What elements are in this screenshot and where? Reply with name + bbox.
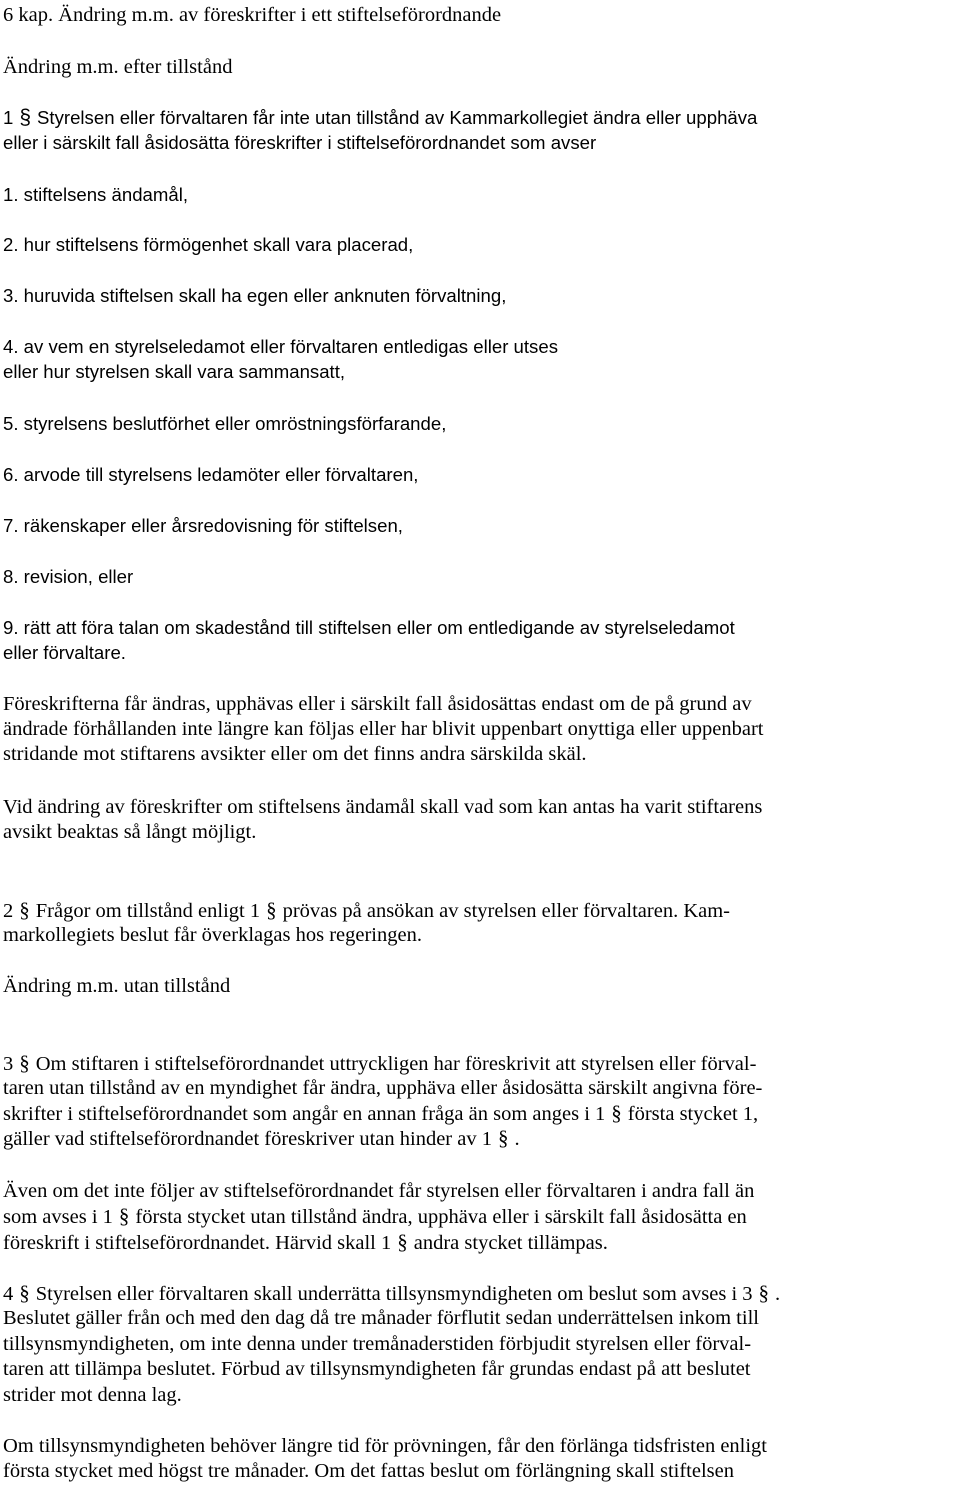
list-item-8: 8. revision, eller: [3, 566, 134, 587]
list-item-3: 3. huruvida stiftelsen skall ha egen eller anknuten förvaltning,: [3, 285, 507, 306]
section-sign-icon: §: [19, 898, 30, 922]
section-3-para-2-line-3: föreskrift i stiftelseförordnandet. Härvid skall 1 § andra stycket tillämpas.: [3, 1230, 608, 1254]
section-4-line-2: Beslutet gäller från och med den dag då tre månader förflutit sedan underrättelsen inkom till: [3, 1307, 759, 1329]
subheading-after-permission: Ändring m.m. efter tillstånd: [3, 56, 233, 78]
section-4-para-2-line-1: Om tillsynsmyndigheten behöver längre tid för prövningen, får den förlänga tidsfristen enligt: [3, 1435, 768, 1457]
section-sign-icon: §: [19, 1281, 30, 1305]
list-item-6: 6. arvode till styrelsens ledamöter eller förvaltaren,: [3, 464, 419, 485]
section-1-para-2-line-2: ändrade förhållanden inte längre kan följas eller har blivit uppenbart onyttiga eller uppenbart: [3, 718, 764, 740]
list-item-9-cont: eller förvaltare.: [3, 642, 126, 663]
section-1-intro-line-1: 1 § Styrelsen eller förvaltaren får inte utan tillstånd av Kammarkollegiet ändra eller upphäva: [3, 106, 758, 129]
section-4-line-5: strider mot denna lag.: [3, 1384, 182, 1406]
section-1-para-2-line-3: stridande mot stiftarens avsikter eller om det finns andra särskilda skäl.: [3, 743, 587, 765]
section-sign-icon: §: [497, 1126, 509, 1150]
list-item-7: 7. räkenskaper eller årsredovisning för stiftelsen,: [3, 515, 403, 536]
section-3-line-4: gäller vad stiftelseförordnandet föreskriver utan hinder av 1 § .: [3, 1126, 520, 1150]
list-item-5: 5. styrelsens beslutförhet eller omröstningsförfarande,: [3, 413, 447, 434]
list-item-4-cont: eller hur styrelsen skall vara sammansatt,: [3, 361, 346, 382]
section-3-para-2-line-1: Även om det inte följer av stiftelseförordnandet får styrelsen eller förvaltaren i andra fall än: [3, 1180, 755, 1202]
section-1-intro-line-2: eller i särskilt fall åsidosätta föreskrifter i stiftelseförordnandet som avser: [3, 132, 597, 153]
list-item-2: 2. hur stiftelsens förmögenhet skall vara placerad,: [3, 234, 414, 255]
section-2-line-1: 2 § Frågor om tillstånd enligt 1 § prövas på ansökan av styrelsen eller förvaltaren. Kam-: [3, 898, 731, 922]
section-sign-icon: §: [266, 898, 277, 922]
section-4-para-2-line-2: första stycket med högst tre månader. Om det fattas beslut om förlängning skall stiftelsen: [3, 1460, 734, 1482]
section-sign-icon: §: [118, 1204, 130, 1228]
section-3-line-1: 3 § Om stiftaren i stiftelseförordnandet uttryckligen har föreskrivit att styrelsen eller förval-: [3, 1051, 757, 1075]
section-sign-icon: §: [611, 1101, 622, 1125]
subheading-without-permission: Ändring m.m. utan tillstånd: [3, 975, 231, 997]
section-number: 2: [3, 900, 14, 922]
section-3-line-2: taren utan tillstånd av en myndighet får ändra, upphäva eller åsidosätta särskilt angivna före-: [3, 1077, 763, 1099]
section-4-line-3: tillsynsmyndigheten, om inte denna under tremånaderstiden förbjudit styrelsen eller förval-: [3, 1333, 752, 1355]
section-number: 4: [3, 1283, 14, 1305]
section-1-para-2-line-1: Föreskrifterna får ändras, upphävas eller i särskilt fall åsidosättas endast om de på grund av: [3, 693, 752, 715]
chapter-heading: 6 kap. Ändring m.m. av föreskrifter i ett stiftelseförordnande: [3, 4, 502, 26]
list-item-9: 9. rätt att föra talan om skadestånd till stiftelsen eller om entledigande av styrelseledamot: [3, 617, 735, 638]
section-3-para-2-line-2: som avses i 1 § första stycket utan tillstånd ändra, upphäva eller i särskilt fall åsidosätta en: [3, 1204, 747, 1228]
section-4-line-1: 4 § Styrelsen eller förvaltaren skall underrätta tillsynsmyndigheten om beslut som avses i 3 § .: [3, 1281, 781, 1305]
section-3-line-3: skrifter i stiftelseförordnandet som angår en annan fråga än som anges i 1 § första stycket 1,: [3, 1101, 759, 1125]
section-4-line-4: taren att tillämpa beslutet. Förbud av tillsynsmyndigheten får grundas endast på att beslutet: [3, 1358, 751, 1380]
section-2-line-2: markollegiets beslut får överklagas hos regeringen.: [3, 924, 422, 946]
section-number: 1: [3, 107, 14, 128]
section-number: 3: [3, 1053, 14, 1075]
section-sign-icon: §: [19, 1051, 30, 1075]
list-item-1: 1. stiftelsens ändamål,: [3, 184, 189, 205]
section-sign-icon: §: [397, 1230, 408, 1254]
section-sign-icon: §: [19, 106, 32, 129]
section-1-para-3-line-1: Vid ändring av föreskrifter om stiftelsens ändamål skall vad som kan antas ha varit stiftarens: [3, 796, 763, 818]
section-sign-icon: §: [758, 1281, 770, 1305]
section-1-para-3-line-2: avsikt beaktas så långt möjligt.: [3, 821, 257, 843]
list-item-4: 4. av vem en styrelseledamot eller förvaltaren entledigas eller utses: [3, 336, 558, 357]
